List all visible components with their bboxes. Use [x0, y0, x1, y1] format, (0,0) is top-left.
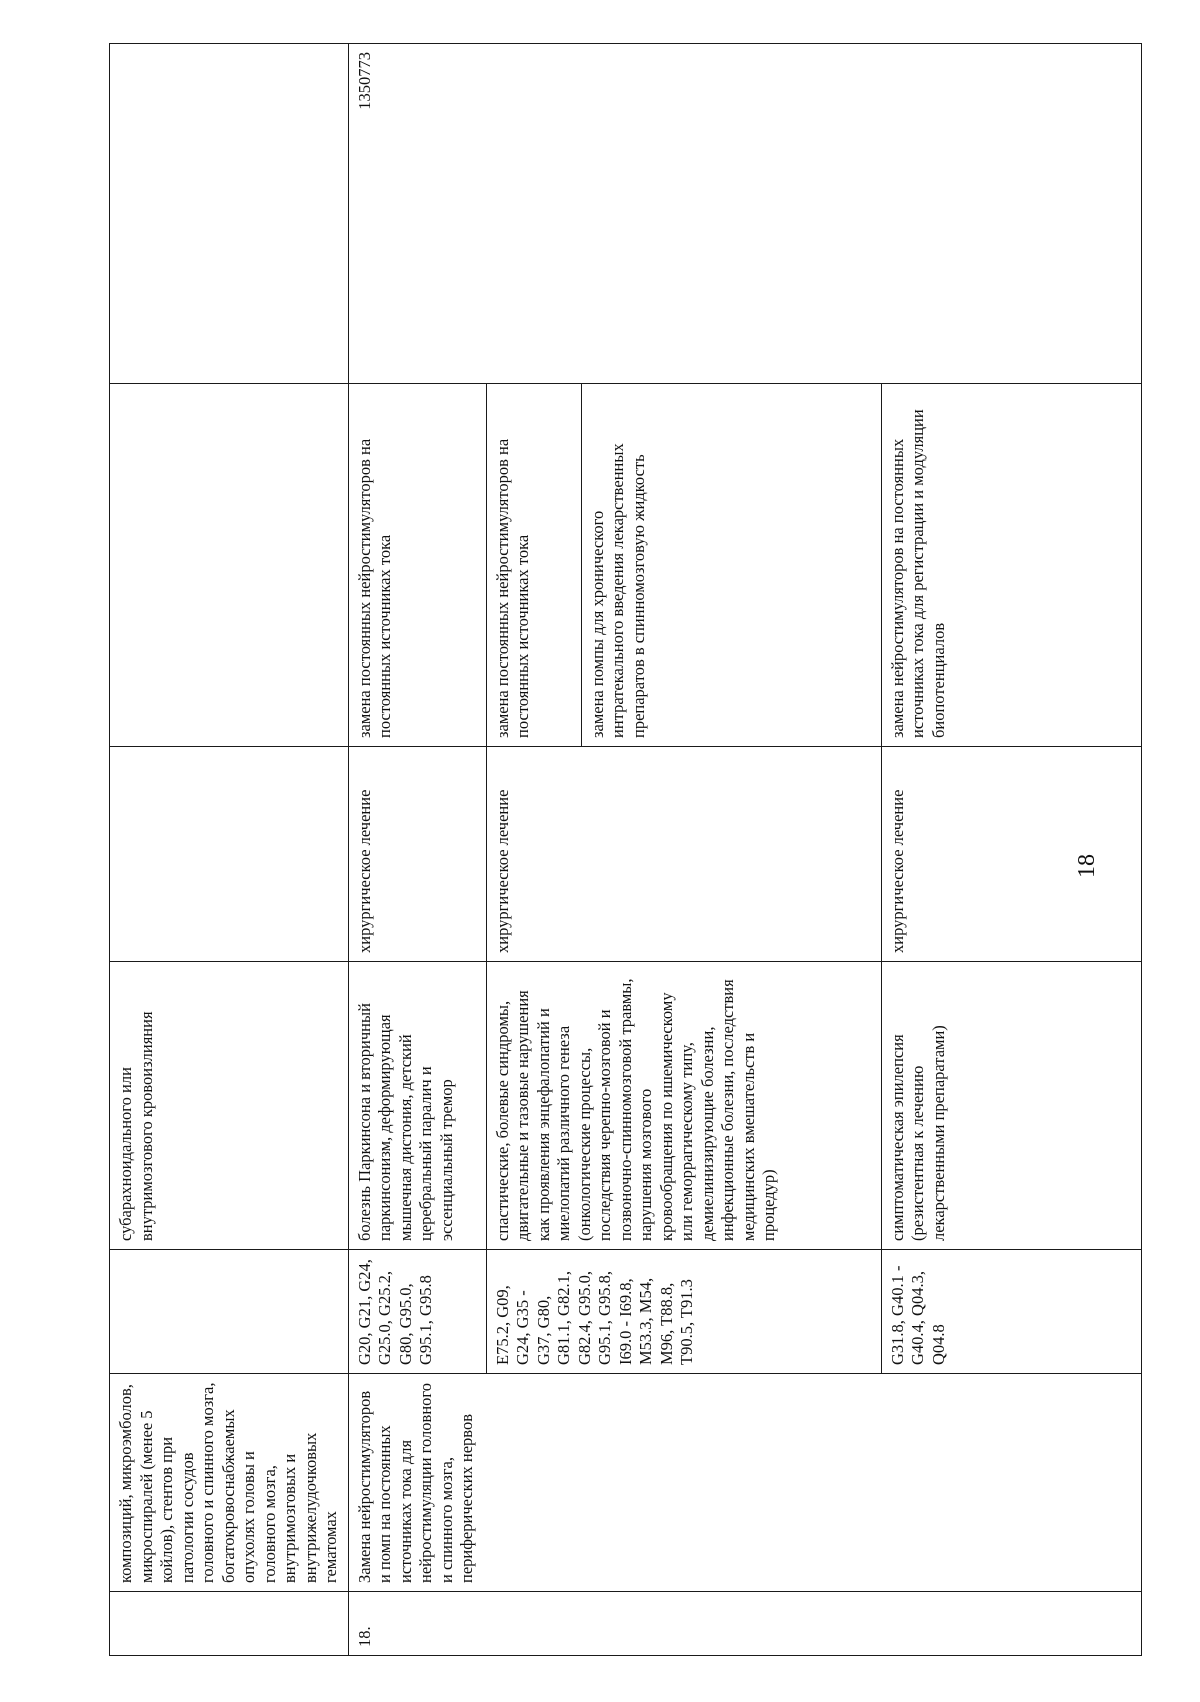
treatment-method: замена помпы для хронического интратекального введения лекарственных препаратов в спинномозговую жидкость — [581, 384, 881, 747]
treatment-type — [110, 747, 349, 962]
care-type-name: композиций, микроэмболов, микроспиралей (менее 5 койлов), стентов при патологии сосудов головного и спинного мозга, богатокровоснабжаемых опухолях головы и головного мозга, внутримозговых и внутрижелудочковых гематомах — [110, 1374, 349, 1592]
icd-codes: G31.8, G40.1 - G40.4, Q04.3, Q04.8 — [881, 1250, 1141, 1374]
treatment-method: замена нейростимуляторов на постоянных источниках тока для регистрации и модуляции биопотенциалов — [881, 384, 1141, 747]
treatment-type: хирургическое лечение — [486, 747, 881, 962]
treatment-method: замена постоянных нейростимуляторов на постоянных источниках тока — [486, 384, 581, 747]
medical-care-table — [109, 43, 1142, 1656]
patient-model: болезнь Паркинсона и вторичный паркинсонизм, деформирующая мышечная дистония, детский церебральный паралич и эссенциальный тремор — [348, 962, 486, 1250]
row-number: 18. — [348, 1592, 1141, 1656]
patient-model: симптоматическая эпилепсия (резистентная к лечению лекарственными препаратами) — [881, 962, 1141, 1250]
cost — [110, 44, 349, 384]
page-number: 18 — [1074, 854, 1100, 878]
patient-model: спастические, болевые синдромы, двигательные и тазовые нарушения как проявления энцефалопатий и миелопатий различного генеза (онкологические процессы, последствия черепно-мозговой и позвоночно-спинномозговой травмы, нарушения мозгового кровообращения по ишемическому или геморрагическому типу, демиелинизирующие болезни, инфекционные болезни, последствия медицинских вмешательств и процедур) — [486, 962, 881, 1250]
treatment-type: хирургическое лечение — [881, 747, 1141, 962]
table-row — [110, 44, 349, 1656]
care-type-name: Замена нейростимуляторов и помп на постоянных источниках тока для нейростимуляции головного и спинного мозга, периферических нервов — [348, 1374, 1141, 1592]
treatment-type: хирургическое лечение — [348, 747, 486, 962]
icd-codes — [110, 1250, 349, 1374]
treatment-method — [110, 384, 349, 747]
cost: 1350773 — [348, 44, 1141, 384]
row-number — [110, 1592, 349, 1656]
treatment-method: замена постоянных нейростимуляторов на постоянных источниках тока — [348, 384, 486, 747]
icd-codes: E75.2, G09, G24, G35 - G37, G80, G81.1, G82.1, G82.4, G95.0, G95.1, G95.8, I69.0 - I69.8, M53.3, M54, M96, T88.8, T90.5, T91.3 — [486, 1250, 881, 1374]
patient-model: субарахноидального или внутримозгового кровоизлияния — [110, 962, 349, 1250]
icd-codes: G20, G21, G24, G25.0, G25.2, G80, G95.0, G95.1, G95.8 — [348, 1250, 486, 1374]
table-row — [348, 44, 486, 1656]
